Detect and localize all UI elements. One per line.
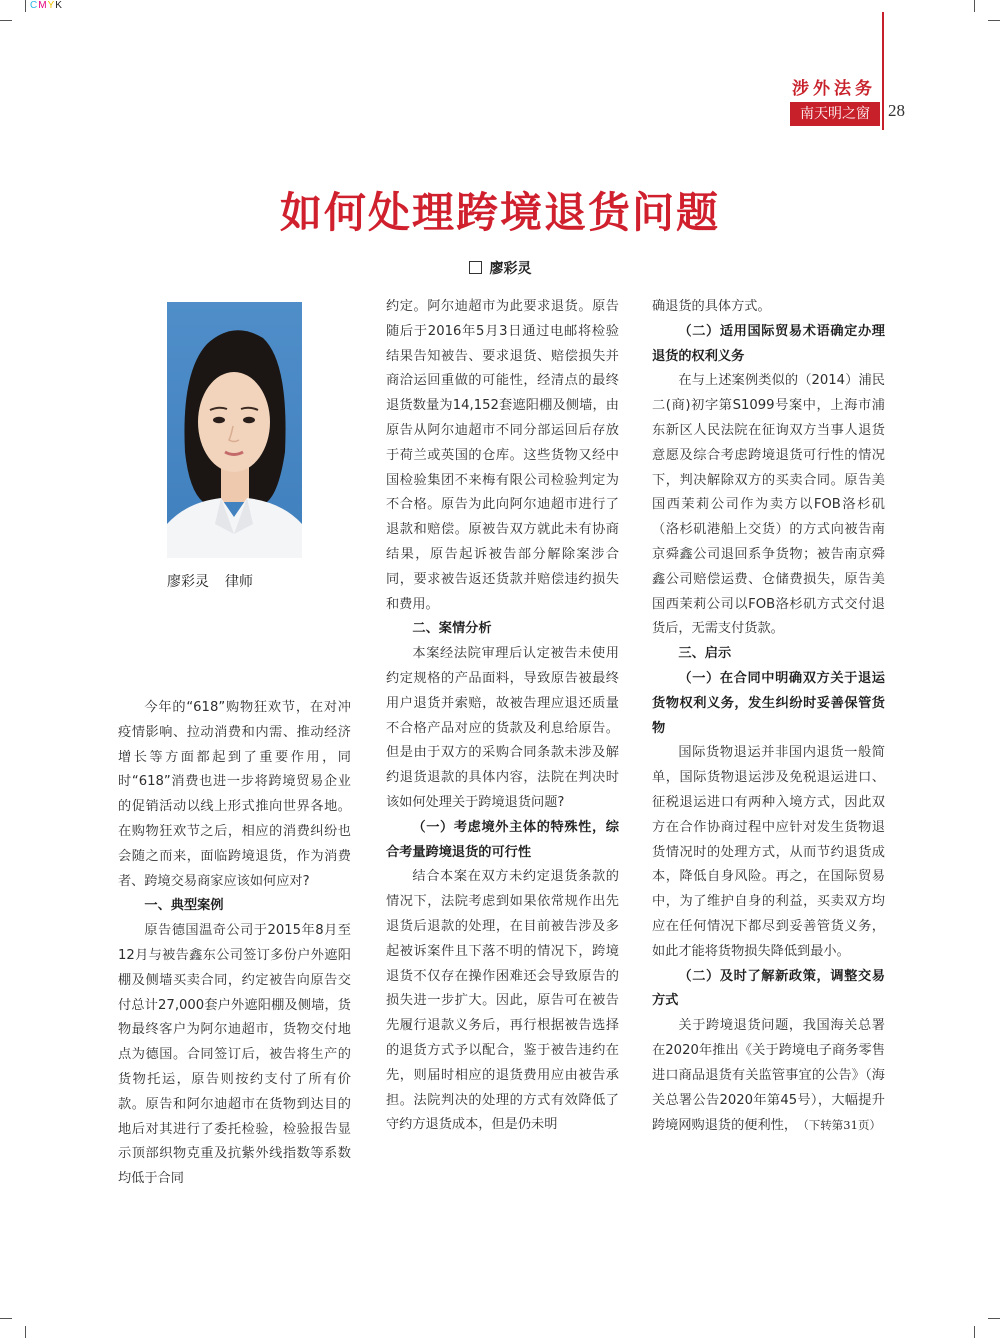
section-title: 涉外法务 xyxy=(792,79,876,99)
section-heading: 三、启示 xyxy=(678,646,732,662)
crop-mark xyxy=(25,0,26,12)
crop-mark xyxy=(0,1318,12,1319)
crop-mark xyxy=(988,20,1000,21)
crop-mark xyxy=(988,1318,1000,1319)
page-number: 28 xyxy=(888,101,905,120)
paragraph: 国际货物退运并非国内退货一般简单，国际货物退运涉及免税退运进口、征税退运进口有两种入境方式，因此双方在合作协商过程中应针对发生货物退货情况时的处理方式，从而节约退货成本，降低自身风险。再之，在国际贸易中，为了维护自身的利益，买卖双方均应在任何情况下都尽到妥善管货义务，如此才能将货物损失降低到最小。 xyxy=(652,745,885,959)
column-2 xyxy=(386,295,619,1138)
crop-mark xyxy=(0,20,12,21)
header-rule xyxy=(882,12,884,130)
paragraph: 本案经法院审理后认定被告未使用约定规格的产品面料，导致原告被最终用户退货并索赔，故被告理应退还质量不合格产品对应的货款及利息给原告。但是由于双方的采购合同条款未涉及解约退货退款的具体内容，法院在判决时该如何处理关于跨境退货问题? xyxy=(386,646,619,810)
paragraph-text: 关于跨境退货问题，我国海关总署在2020年推出《关于跨境电子商务零售进口商品退货有关监管事宜的公告》（海关总署公告2020年第45号），大幅提升跨境网购退货的便利性， xyxy=(652,1018,885,1134)
paragraph xyxy=(652,1014,885,1139)
subsection-heading: （一）在合同中明确双方关于退运货物权利义务，发生纠纷时妥善保管货物 xyxy=(652,670,885,736)
portrait-illustration xyxy=(167,302,302,558)
section-heading: 二、案情分析 xyxy=(412,621,492,637)
author-name: 廖彩灵 xyxy=(489,261,532,277)
crop-mark xyxy=(25,1326,26,1338)
column-3 xyxy=(652,295,885,1139)
subsection-heading: （二）适用国际贸易术语确定办理退货的权利义务 xyxy=(652,323,885,364)
paragraph: 原告德国温奇公司于2015年8月至12月与被告鑫东公司签订多份户外遮阳棚及侧墙买卖合同，约定被告向原告交付总计27,000套户外遮阳棚及侧墙，货物最终客户为阿尔迪超市，货物交付地点为德国。合同签订后，被告将生产的货物托运，原告则按约支付了所有价款。原告和阿尔迪超市在货物到达目的地后对其进行了委托检验，检验报告显示顶部织物克重及抗紫外线指数等系数均低于合同 xyxy=(118,923,351,1187)
byline xyxy=(0,258,1000,278)
paragraph: 确退货的具体方式。 xyxy=(652,299,771,314)
subsection-heading: （二）及时了解新政策，调整交易方式 xyxy=(652,968,885,1009)
continued-note: （下转第31页） xyxy=(803,1118,881,1133)
caption-role: 律师 xyxy=(225,574,253,590)
section-heading: 一、典型案例 xyxy=(144,898,224,914)
caption-name: 廖彩灵 xyxy=(167,574,209,590)
column-1 xyxy=(118,696,351,1192)
photo-caption xyxy=(167,571,253,591)
subsection-heading: （一）考虑境外主体的特殊性，综合考量跨境退货的可行性 xyxy=(386,819,619,860)
column-tag: 南天明之窗 xyxy=(790,102,880,126)
article-title: 如何处理跨境退货问题 xyxy=(279,188,720,237)
crop-mark xyxy=(974,0,975,12)
author-photo xyxy=(167,302,302,558)
print-color-marks: CMYK xyxy=(30,0,63,11)
paragraph: 在与上述案例类似的（2014）浦民二(商)初字第S1099号案中，上海市浦东新区人民法院在征询双方当事人退货意愿及综合考虑跨境退货可行性的情况下，判决解除双方的买卖合同。原告美国西茉莉公司作为卖方以FOB洛杉矶（洛杉矶港船上交货）的方式向被告南京舜鑫公司退回系争货物；被告南京舜鑫公司赔偿运费、仓储费损失，原告美国西茉莉公司以FOB洛杉矶方式交付退货后，无需支付货款。 xyxy=(652,373,885,637)
paragraph: 结合本案在双方未约定退货条款的情况下，法院考虑到如果依常规作出先退货后退款的处理，在目前被告涉及多起被诉案件且下落不明的情况下，跨境退货不仅存在操作困难还会导致原告的损失进一步扩大。因此，原告可在被告先履行退款义务后，再行根据被告选择的退货方式予以配合，鉴于被告违约在先，则届时相应的退货费用应由被告承担。法院判决的处理的方式有效降低了守约方退货成本，但是仍未明 xyxy=(386,869,619,1133)
paragraph: 今年的“618”购物狂欢节，在对冲疫情影响、拉动消费和内需、推动经济增长等方面都起到了重要作用，同时“618”消费也进一步将跨境贸易企业的促销活动以线上形式推向世界各地。在购物狂欢节之后，相应的消费纠纷也会随之而来，面临跨境退货，作为消费者、跨境交易商家应该如何应对? xyxy=(118,700,351,889)
crop-mark xyxy=(974,1326,975,1338)
paragraph: 约定。阿尔迪超市为此要求退货。原告随后于2016年5月3日通过电邮将检验结果告知被告、要求退货、赔偿损失并商洽运回重做的可能性，经清点的最终退货数量为14,152套遮阳棚及侧墙，由原告从阿尔迪超市不同分部运回后存放于荷兰或英国的仓库。这些货物又经中国检验集团不来梅有限公司检验判定为不合格。原告为此向阿尔迪超市进行了退款和赔偿。原被告双方就此未有协商结果，原告起诉被告部分解除案涉合同，要求被告返还货款并赔偿违约损失和费用。 xyxy=(386,299,619,612)
square-icon xyxy=(469,261,482,274)
